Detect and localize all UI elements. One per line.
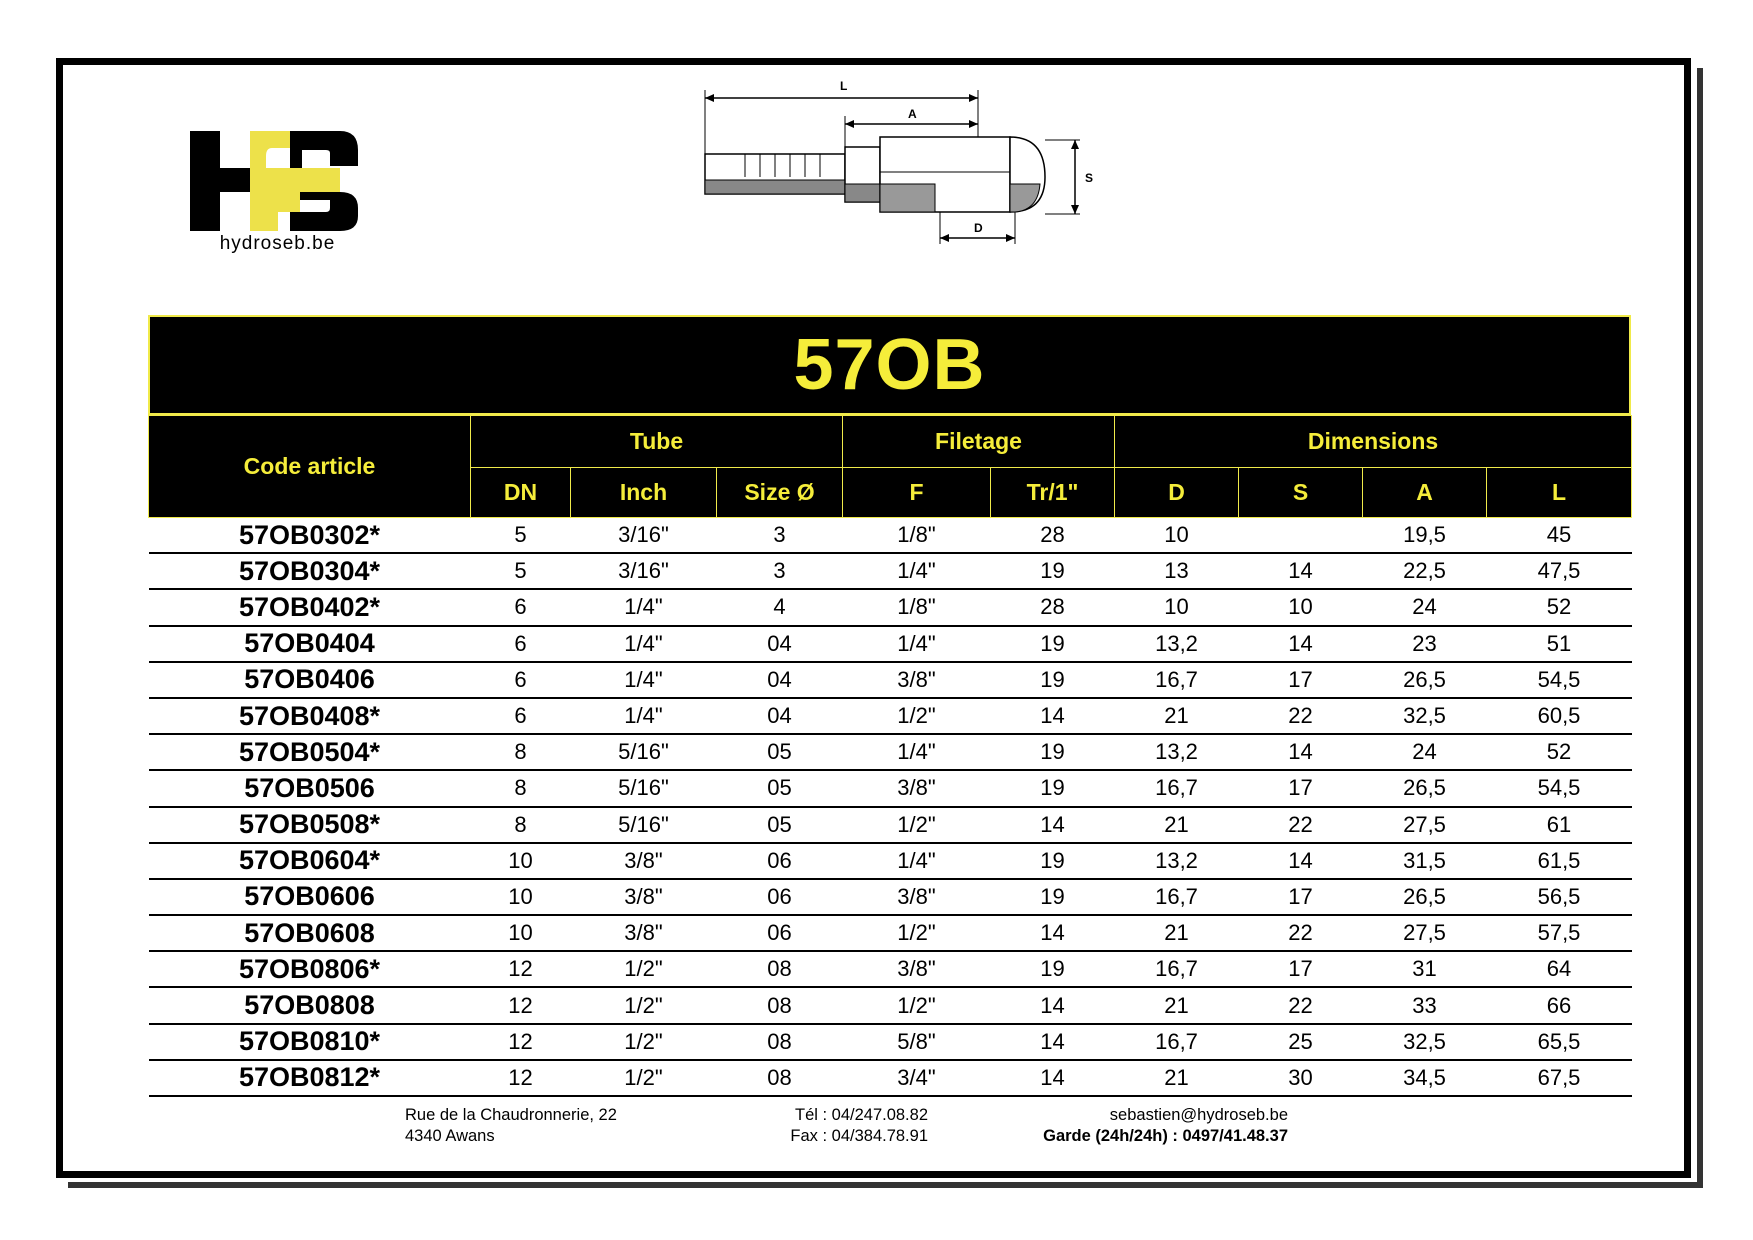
table-cell: 1/4"	[571, 662, 717, 698]
dim-label-s: S	[1085, 171, 1094, 185]
table-cell	[1239, 518, 1363, 554]
table-cell: 28	[991, 518, 1115, 554]
table-row	[149, 589, 1632, 625]
table-row	[149, 626, 1632, 662]
table-cell: 22	[1239, 987, 1363, 1023]
dim-label-d: D	[974, 221, 983, 235]
table-cell: 21	[1115, 807, 1239, 843]
table-cell: 3/8"	[571, 843, 717, 879]
table-cell: 1/4"	[843, 626, 991, 662]
table-cell: 57,5	[1487, 915, 1632, 951]
table-cell: 1/2"	[843, 807, 991, 843]
table-cell: 13,2	[1115, 626, 1239, 662]
table-cell: 1/4"	[843, 843, 991, 879]
table-cell: 19	[991, 662, 1115, 698]
table-cell: 1/2"	[571, 1060, 717, 1096]
footer-phone	[778, 1105, 928, 1147]
table-cell: 14	[1239, 843, 1363, 879]
code-article-cell: 57OB0604*	[149, 843, 471, 879]
table-row	[149, 770, 1632, 806]
code-article-cell: 57OB0806*	[149, 951, 471, 987]
table-cell: 65,5	[1487, 1024, 1632, 1060]
table-cell: 3/4"	[843, 1060, 991, 1096]
table-cell: 06	[717, 915, 843, 951]
code-article-cell: 57OB0408*	[149, 698, 471, 734]
table-cell: 17	[1239, 662, 1363, 698]
table-cell: 14	[1239, 734, 1363, 770]
col-header-f: F	[843, 468, 991, 518]
table-cell: 08	[717, 1024, 843, 1060]
table-cell: 05	[717, 734, 843, 770]
table-cell: 22	[1239, 807, 1363, 843]
table-cell: 16,7	[1115, 662, 1239, 698]
table-cell: 12	[471, 987, 571, 1023]
table-cell: 32,5	[1363, 1024, 1487, 1060]
table-cell: 04	[717, 698, 843, 734]
table-cell: 28	[991, 589, 1115, 625]
table-cell: 8	[471, 807, 571, 843]
table-cell: 6	[471, 589, 571, 625]
header-tube: Tube	[471, 416, 843, 468]
table-cell: 61,5	[1487, 843, 1632, 879]
table-row	[149, 1024, 1632, 1060]
table-cell: 47,5	[1487, 553, 1632, 589]
table-cell: 16,7	[1115, 770, 1239, 806]
email-link[interactable]: sebastien@hydroseb.be	[1109, 1106, 1288, 1124]
table-cell: 21	[1115, 915, 1239, 951]
table-row	[149, 734, 1632, 770]
table-cell: 3/8"	[843, 770, 991, 806]
table-cell: 21	[1115, 698, 1239, 734]
table-cell: 13,2	[1115, 734, 1239, 770]
table-cell: 61	[1487, 807, 1632, 843]
table-cell: 66	[1487, 987, 1632, 1023]
col-header-inch: Inch	[571, 468, 717, 518]
fitting-drawing	[700, 72, 1120, 272]
table-cell: 19	[991, 626, 1115, 662]
table-row	[149, 807, 1632, 843]
table-cell: 22	[1239, 698, 1363, 734]
table-cell: 6	[471, 626, 571, 662]
table-cell: 26,5	[1363, 879, 1487, 915]
table-cell: 45	[1487, 518, 1632, 554]
table-cell: 12	[471, 951, 571, 987]
header-filetage: Filetage	[843, 416, 1115, 468]
table-cell: 30	[1239, 1060, 1363, 1096]
table-cell: 5	[471, 553, 571, 589]
code-article-cell: 57OB0304*	[149, 553, 471, 589]
code-article-cell: 57OB0402*	[149, 589, 471, 625]
table-cell: 14	[991, 1024, 1115, 1060]
footer-address	[405, 1105, 617, 1147]
table-cell: 4	[717, 589, 843, 625]
product-title: 57OB	[793, 325, 986, 405]
table-cell: 19	[991, 770, 1115, 806]
table-cell: 17	[1239, 879, 1363, 915]
table-cell: 5/16"	[571, 807, 717, 843]
table-cell: 51	[1487, 626, 1632, 662]
table-cell: 19	[991, 951, 1115, 987]
table-cell: 19	[991, 843, 1115, 879]
table-cell: 21	[1115, 987, 1239, 1023]
code-article-cell: 57OB0508*	[149, 807, 471, 843]
table-cell: 10	[471, 879, 571, 915]
table-cell: 19	[991, 553, 1115, 589]
table-cell: 05	[717, 807, 843, 843]
table-cell: 5/8"	[843, 1024, 991, 1060]
table-row	[149, 553, 1632, 589]
table-cell: 13,2	[1115, 843, 1239, 879]
table-cell: 54,5	[1487, 770, 1632, 806]
table-cell: 6	[471, 698, 571, 734]
table-cell: 10	[1239, 589, 1363, 625]
tel-text: Tél : 04/247.08.82	[794, 1106, 928, 1124]
table-cell: 23	[1363, 626, 1487, 662]
table-cell: 14	[1239, 626, 1363, 662]
table-cell: 67,5	[1487, 1060, 1632, 1096]
table-cell: 04	[717, 626, 843, 662]
table-cell: 25	[1239, 1024, 1363, 1060]
table-row	[149, 698, 1632, 734]
fax-text: Fax : 04/384.78.91	[790, 1127, 928, 1145]
table-cell: 8	[471, 770, 571, 806]
table-cell: 06	[717, 843, 843, 879]
table-cell: 14	[991, 987, 1115, 1023]
table-row	[149, 1060, 1632, 1096]
table-cell: 1/2"	[843, 698, 991, 734]
table-cell: 3/8"	[843, 879, 991, 915]
garde-text: Garde (24h/24h) : 0497/41.48.37	[1043, 1127, 1288, 1145]
table-cell: 52	[1487, 589, 1632, 625]
table-cell: 10	[471, 915, 571, 951]
footer-contact	[1010, 1105, 1288, 1147]
table-cell: 13	[1115, 553, 1239, 589]
table-cell: 1/2"	[571, 987, 717, 1023]
table-cell: 17	[1239, 770, 1363, 806]
table-cell: 3/8"	[843, 662, 991, 698]
table-cell: 21	[1115, 1060, 1239, 1096]
table-cell: 3/8"	[843, 951, 991, 987]
header-code-article: Code article	[149, 416, 471, 518]
table-row	[149, 879, 1632, 915]
table-cell: 22	[1239, 915, 1363, 951]
code-article-cell: 57OB0606	[149, 879, 471, 915]
spec-table	[148, 415, 1632, 1097]
table-cell: 08	[717, 987, 843, 1023]
table-cell: 14	[1239, 553, 1363, 589]
table-cell: 1/2"	[843, 987, 991, 1023]
table-cell: 31,5	[1363, 843, 1487, 879]
table-cell: 08	[717, 1060, 843, 1096]
code-article-cell: 57OB0404	[149, 626, 471, 662]
address-line-2: 4340 Awans	[405, 1127, 495, 1145]
table-cell: 64	[1487, 951, 1632, 987]
table-cell: 1/8"	[843, 518, 991, 554]
code-article-cell: 57OB0506	[149, 770, 471, 806]
table-cell: 19,5	[1363, 518, 1487, 554]
table-cell: 32,5	[1363, 698, 1487, 734]
table-cell: 24	[1363, 734, 1487, 770]
table-cell: 16,7	[1115, 1024, 1239, 1060]
table-cell: 1/2"	[571, 951, 717, 987]
table-cell: 04	[717, 662, 843, 698]
col-header-d: D	[1115, 468, 1239, 518]
table-cell: 26,5	[1363, 770, 1487, 806]
table-cell: 14	[991, 915, 1115, 951]
table-cell: 56,5	[1487, 879, 1632, 915]
table-cell: 14	[991, 1060, 1115, 1096]
table-cell: 31	[1363, 951, 1487, 987]
title-band	[148, 315, 1631, 415]
code-article-cell: 57OB0810*	[149, 1024, 471, 1060]
table-cell: 8	[471, 734, 571, 770]
table-cell: 14	[991, 698, 1115, 734]
table-cell: 5	[471, 518, 571, 554]
table-cell: 3/16"	[571, 553, 717, 589]
table-cell: 1/2"	[571, 1024, 717, 1060]
table-cell: 10	[1115, 518, 1239, 554]
table-cell: 3/16"	[571, 518, 717, 554]
table-cell: 1/4"	[843, 734, 991, 770]
table-cell: 12	[471, 1024, 571, 1060]
table-row	[149, 951, 1632, 987]
table-row	[149, 843, 1632, 879]
col-header-tr: Tr/1"	[991, 468, 1115, 518]
table-cell: 27,5	[1363, 915, 1487, 951]
table-cell: 10	[471, 843, 571, 879]
table-cell: 19	[991, 734, 1115, 770]
table-cell: 1/4"	[571, 626, 717, 662]
table-cell: 33	[1363, 987, 1487, 1023]
table-cell: 17	[1239, 951, 1363, 987]
col-header-dn: DN	[471, 468, 571, 518]
table-cell: 19	[991, 879, 1115, 915]
header-dimensions: Dimensions	[1115, 416, 1632, 468]
dim-label-l: L	[840, 79, 848, 93]
table-cell: 08	[717, 951, 843, 987]
table-cell: 10	[1115, 589, 1239, 625]
logo-text: hydroseb.be	[219, 233, 336, 254]
table-cell: 27,5	[1363, 807, 1487, 843]
code-article-cell: 57OB0608	[149, 915, 471, 951]
code-article-cell: 57OB0812*	[149, 1060, 471, 1096]
table-cell: 5/16"	[571, 770, 717, 806]
table-cell: 1/2"	[843, 915, 991, 951]
table-cell: 1/8"	[843, 589, 991, 625]
table-cell: 3/8"	[571, 915, 717, 951]
table-cell: 34,5	[1363, 1060, 1487, 1096]
table-row	[149, 915, 1632, 951]
col-header-s: S	[1239, 468, 1363, 518]
col-header-l: L	[1487, 468, 1632, 518]
code-article-cell: 57OB0808	[149, 987, 471, 1023]
col-header-a: A	[1363, 468, 1487, 518]
table-cell: 16,7	[1115, 879, 1239, 915]
code-article-cell: 57OB0302*	[149, 518, 471, 554]
table-cell: 3	[717, 518, 843, 554]
col-header-size: Size Ø	[717, 468, 843, 518]
table-cell: 60,5	[1487, 698, 1632, 734]
table-cell: 22,5	[1363, 553, 1487, 589]
spec-table-body	[149, 518, 1632, 1097]
code-article-cell: 57OB0504*	[149, 734, 471, 770]
table-cell: 6	[471, 662, 571, 698]
table-cell: 3/8"	[571, 879, 717, 915]
table-cell: 1/4"	[571, 698, 717, 734]
dim-label-a: A	[908, 107, 917, 121]
table-cell: 1/4"	[843, 553, 991, 589]
table-cell: 05	[717, 770, 843, 806]
table-cell: 24	[1363, 589, 1487, 625]
table-cell: 16,7	[1115, 951, 1239, 987]
table-row	[149, 518, 1632, 554]
table-cell: 26,5	[1363, 662, 1487, 698]
table-cell: 1/4"	[571, 589, 717, 625]
table-row	[149, 662, 1632, 698]
table-cell: 52	[1487, 734, 1632, 770]
table-cell: 14	[991, 807, 1115, 843]
table-row	[149, 987, 1632, 1023]
table-cell: 3	[717, 553, 843, 589]
table-cell: 12	[471, 1060, 571, 1096]
table-cell: 54,5	[1487, 662, 1632, 698]
code-article-cell: 57OB0406	[149, 662, 471, 698]
table-cell: 06	[717, 879, 843, 915]
table-cell: 5/16"	[571, 734, 717, 770]
address-line-1: Rue de la Chaudronnerie, 22	[405, 1106, 617, 1124]
